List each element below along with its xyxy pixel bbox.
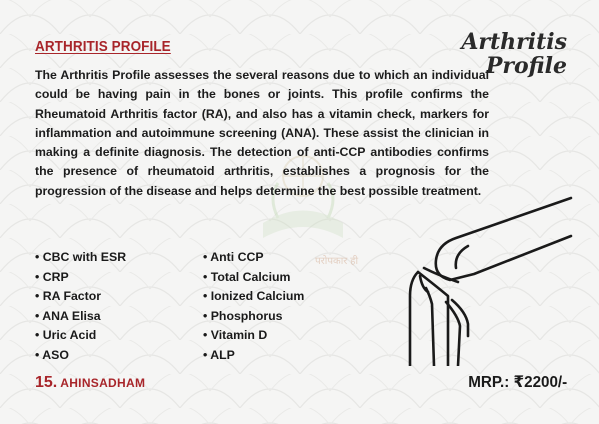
list-item: • Phosphorus bbox=[203, 307, 304, 327]
knee-joint-illustration-icon bbox=[396, 176, 576, 366]
list-item: • Total Calcium bbox=[203, 268, 304, 288]
list-item: • Ionized Calcium bbox=[203, 287, 304, 307]
price-label: MRP.: ₹2200/- bbox=[467, 374, 567, 391]
watermark-text: परोपकार ही bbox=[315, 256, 359, 267]
list-item: • ANA Elisa bbox=[35, 307, 126, 327]
list-item: • Uric Acid bbox=[35, 326, 126, 346]
script-title-line-1: Arthritis bbox=[461, 29, 567, 55]
list-item: • ALP bbox=[203, 346, 304, 366]
script-title-line-2: Profile bbox=[485, 53, 567, 79]
brand-name: AHINSADHAM bbox=[60, 376, 146, 390]
list-item: • Anti CCP bbox=[203, 248, 304, 268]
list-item: • RA Factor bbox=[35, 287, 126, 307]
profile-description: The Arthritis Profile assesses the several reasons due to which an individual could be having pain in the bones or joints. This profile confirms the Rheumatoid Arthritis factor (RA), and also has a vitamin check, markers for inflammation and autoimmune screening (ANA). These assist the clinician in making a definite diagnosis. The detection of anti-CCP antibodies confirms the presence of rheumatoid arthritis, establishes a prognosis for the progression of the disease and helps determine the best possible treatment. bbox=[35, 68, 489, 198]
page-number-value: 15. bbox=[35, 374, 58, 391]
test-list-column-2 bbox=[203, 248, 304, 365]
page-number bbox=[35, 374, 145, 392]
list-item: • ASO bbox=[35, 346, 126, 366]
list-item: • CBC with ESR bbox=[35, 248, 126, 268]
section-title: ARTHRITIS PROFILE bbox=[35, 38, 171, 55]
test-list-column-1 bbox=[35, 248, 126, 365]
list-item: • Vitamin D bbox=[203, 326, 304, 346]
list-item: • CRP bbox=[35, 268, 126, 288]
